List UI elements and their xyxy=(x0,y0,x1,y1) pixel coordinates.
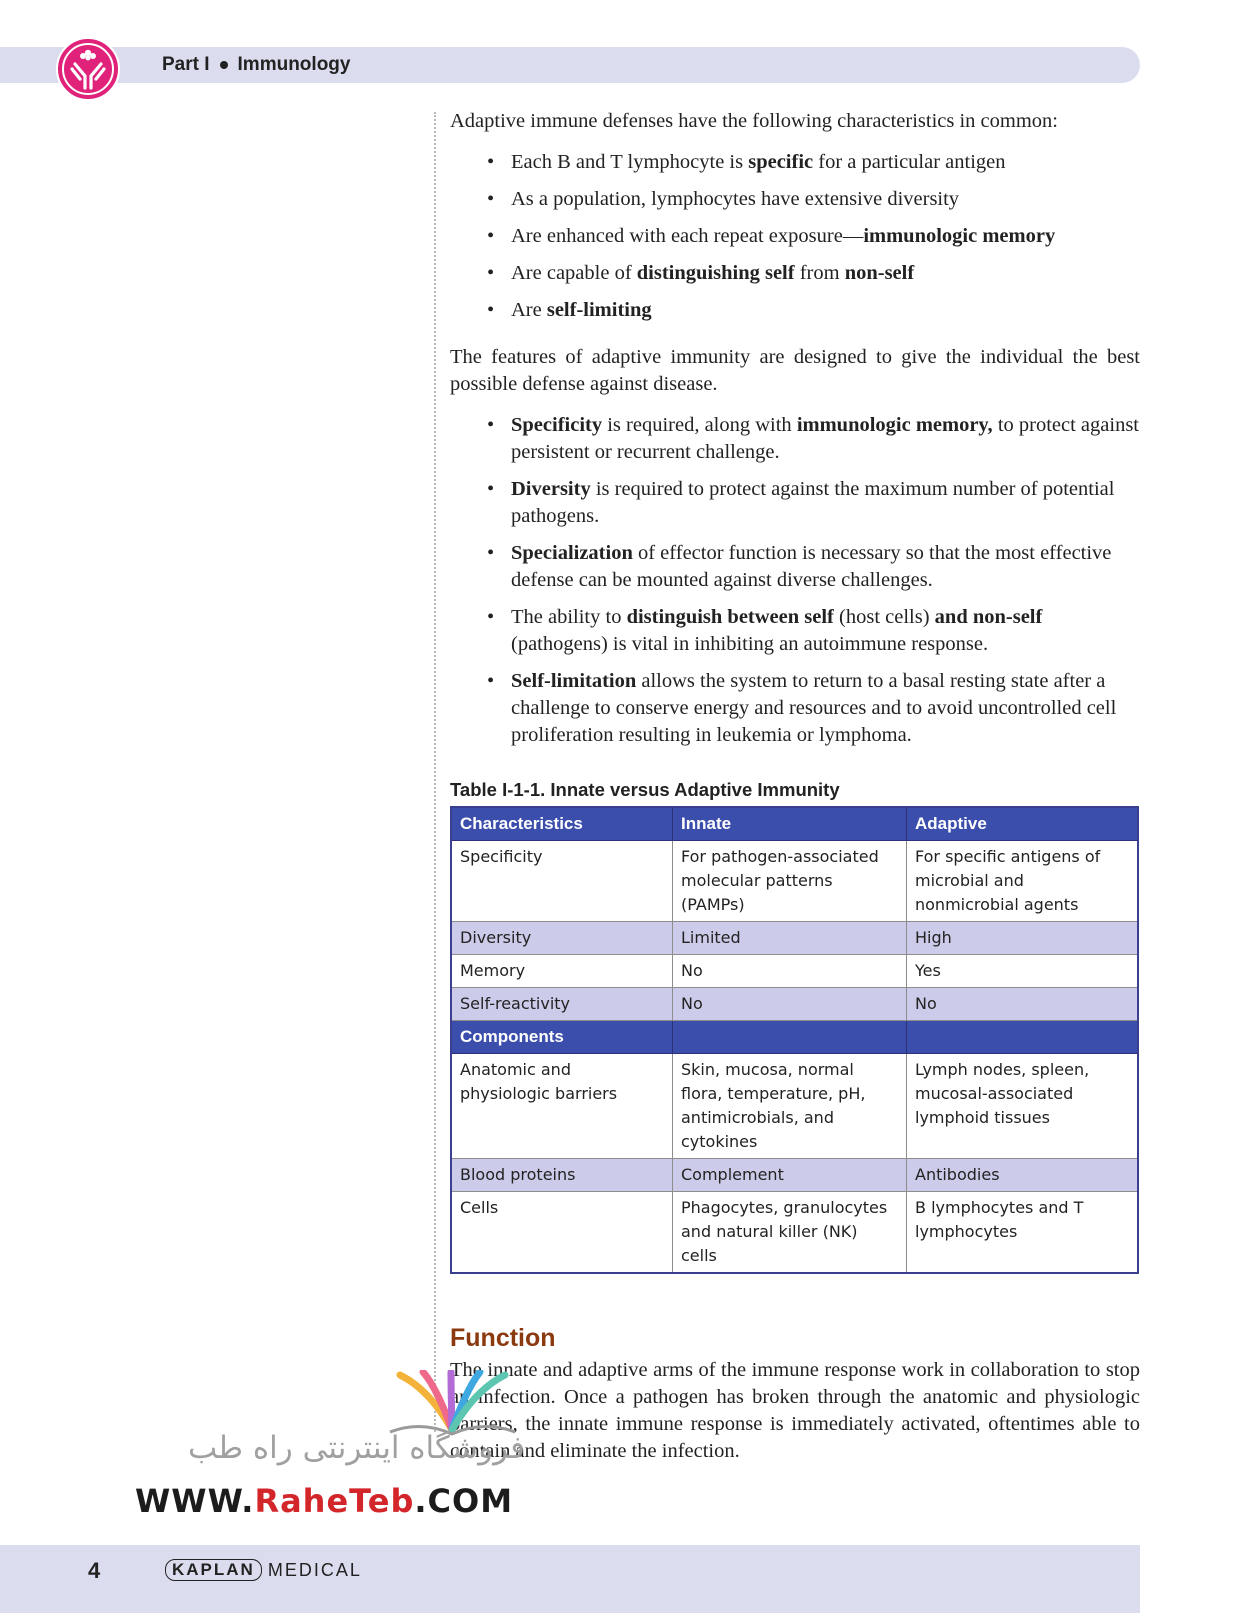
table-row xyxy=(451,955,1138,988)
table-cell: No xyxy=(673,955,907,988)
table-row xyxy=(451,1159,1138,1192)
header-innate: Innate xyxy=(673,807,907,841)
features-bullet-list xyxy=(450,412,1140,749)
table-cell: Limited xyxy=(673,922,907,955)
list-item: • Specialization of effector function is necessary so that the most effective defense can be mounted against diverse challenges. xyxy=(487,540,1140,594)
table-cell xyxy=(907,1021,1139,1054)
table-cell: Phagocytes, granulocytes and natural killer (NK) cells xyxy=(673,1192,907,1274)
table-section-row xyxy=(451,1021,1138,1054)
margin-rule xyxy=(434,112,436,1432)
table-cell: Blood proteins xyxy=(451,1159,673,1192)
table-cell: Cells xyxy=(451,1192,673,1274)
table-cell: Antibodies xyxy=(907,1159,1139,1192)
table-row xyxy=(451,1054,1138,1159)
table-cell: High xyxy=(907,922,1139,955)
url-prefix: WWW. xyxy=(135,1482,255,1520)
intro-bullet-list xyxy=(450,149,1140,324)
main-content xyxy=(450,108,1140,1479)
section-heading-function: Function xyxy=(450,1324,556,1352)
list-item: • Self-limitation allows the system to return to a basal resting state after a challenge to conserve energy and resources and to avoid uncontrolled cell proliferation resulting in leukemia or lymphoma. xyxy=(487,668,1140,749)
list-item: • Diversity is required to protect against the maximum number of potential pathogens. xyxy=(487,476,1140,530)
kaplan-brand: KAPLAN xyxy=(165,1559,262,1581)
table-cell: B lymphocytes and T lymphocytes xyxy=(907,1192,1139,1274)
table-cell: For specific antigens of microbial and nonmicrobial agents xyxy=(907,841,1139,922)
list-item: • Are capable of distinguishing self from non-self xyxy=(487,260,1140,287)
table-row xyxy=(451,841,1138,922)
url-brand: RaheTeb xyxy=(254,1482,415,1520)
table-cell: Memory xyxy=(451,955,673,988)
table-row xyxy=(451,988,1138,1021)
list-item: • As a population, lymphocytes have extensive diversity xyxy=(487,186,1140,213)
table-cell: No xyxy=(907,988,1139,1021)
comparison-table xyxy=(450,806,1139,1274)
table-cell: Diversity xyxy=(451,922,673,955)
watermark xyxy=(135,1370,525,1530)
header-adaptive: Adaptive xyxy=(907,807,1139,841)
url-suffix: .COM xyxy=(414,1482,514,1520)
table-cell: Self-reactivity xyxy=(451,988,673,1021)
header-title: Immunology xyxy=(237,54,351,75)
kaplan-medical-logo xyxy=(165,1559,362,1581)
running-header xyxy=(162,54,350,76)
header-characteristics: Characteristics xyxy=(451,807,673,841)
table-cell: Complement xyxy=(673,1159,907,1192)
features-paragraph: The features of adaptive immunity are designed to give the individual the best possible defense against disease. xyxy=(450,346,1140,395)
list-item: • Are enhanced with each repeat exposure—immunologic memory xyxy=(487,223,1140,250)
table-caption: Table I-1-1. Innate versus Adaptive Immunity xyxy=(450,779,840,800)
list-item: • The ability to distinguish between self (host cells) and non-self (pathogens) is vital in inhibiting an autoimmune response. xyxy=(487,604,1140,658)
list-item: • Specificity is required, along with immunologic memory, to protect against persistent or recurrent challenge. xyxy=(487,412,1140,466)
table-header-row xyxy=(451,807,1138,841)
function-paragraph: The innate and adaptive arms of the immune response work in collaboration to stop an infection. Once a pathogen has broken through the anatomic and physiologic barriers, the innate immune response is immediately activated, oftentimes able to contain and eliminate the infection. xyxy=(450,1359,1140,1462)
list-item: • Are self-limiting xyxy=(487,297,1140,324)
table-cell: No xyxy=(673,988,907,1021)
table-cell xyxy=(673,1021,907,1054)
table-row xyxy=(451,922,1138,955)
table-cell: Specificity xyxy=(451,841,673,922)
header-bullet-icon xyxy=(220,61,228,69)
header-part: Part I xyxy=(162,54,210,75)
watermark-persian-text: فروشگاه اینترنتی راه طب xyxy=(187,1430,525,1466)
intro-paragraph: Adaptive immune defenses have the following characteristics in common: xyxy=(450,110,1058,132)
table-cell: Skin, mucosa, normal flora, temperature, pH, antimicrobials, and cytokines xyxy=(673,1054,907,1159)
section-label-components: Components xyxy=(451,1021,673,1054)
kaplan-sub: MEDICAL xyxy=(267,1559,362,1580)
table-cell: Lymph nodes, spleen, mucosal-associated lymphoid tissues xyxy=(907,1054,1139,1159)
table-cell: For pathogen-associated molecular patterns (PAMPs) xyxy=(673,841,907,922)
table-row xyxy=(451,1192,1138,1274)
watermark-url xyxy=(135,1482,513,1520)
table-cell: Yes xyxy=(907,955,1139,988)
table-cell: Anatomic and physiologic barriers xyxy=(451,1054,673,1159)
immunology-logo-icon xyxy=(55,36,121,102)
page-number: 4 xyxy=(88,1558,101,1583)
list-item: • Each B and T lymphocyte is specific for a particular antigen xyxy=(487,149,1140,176)
